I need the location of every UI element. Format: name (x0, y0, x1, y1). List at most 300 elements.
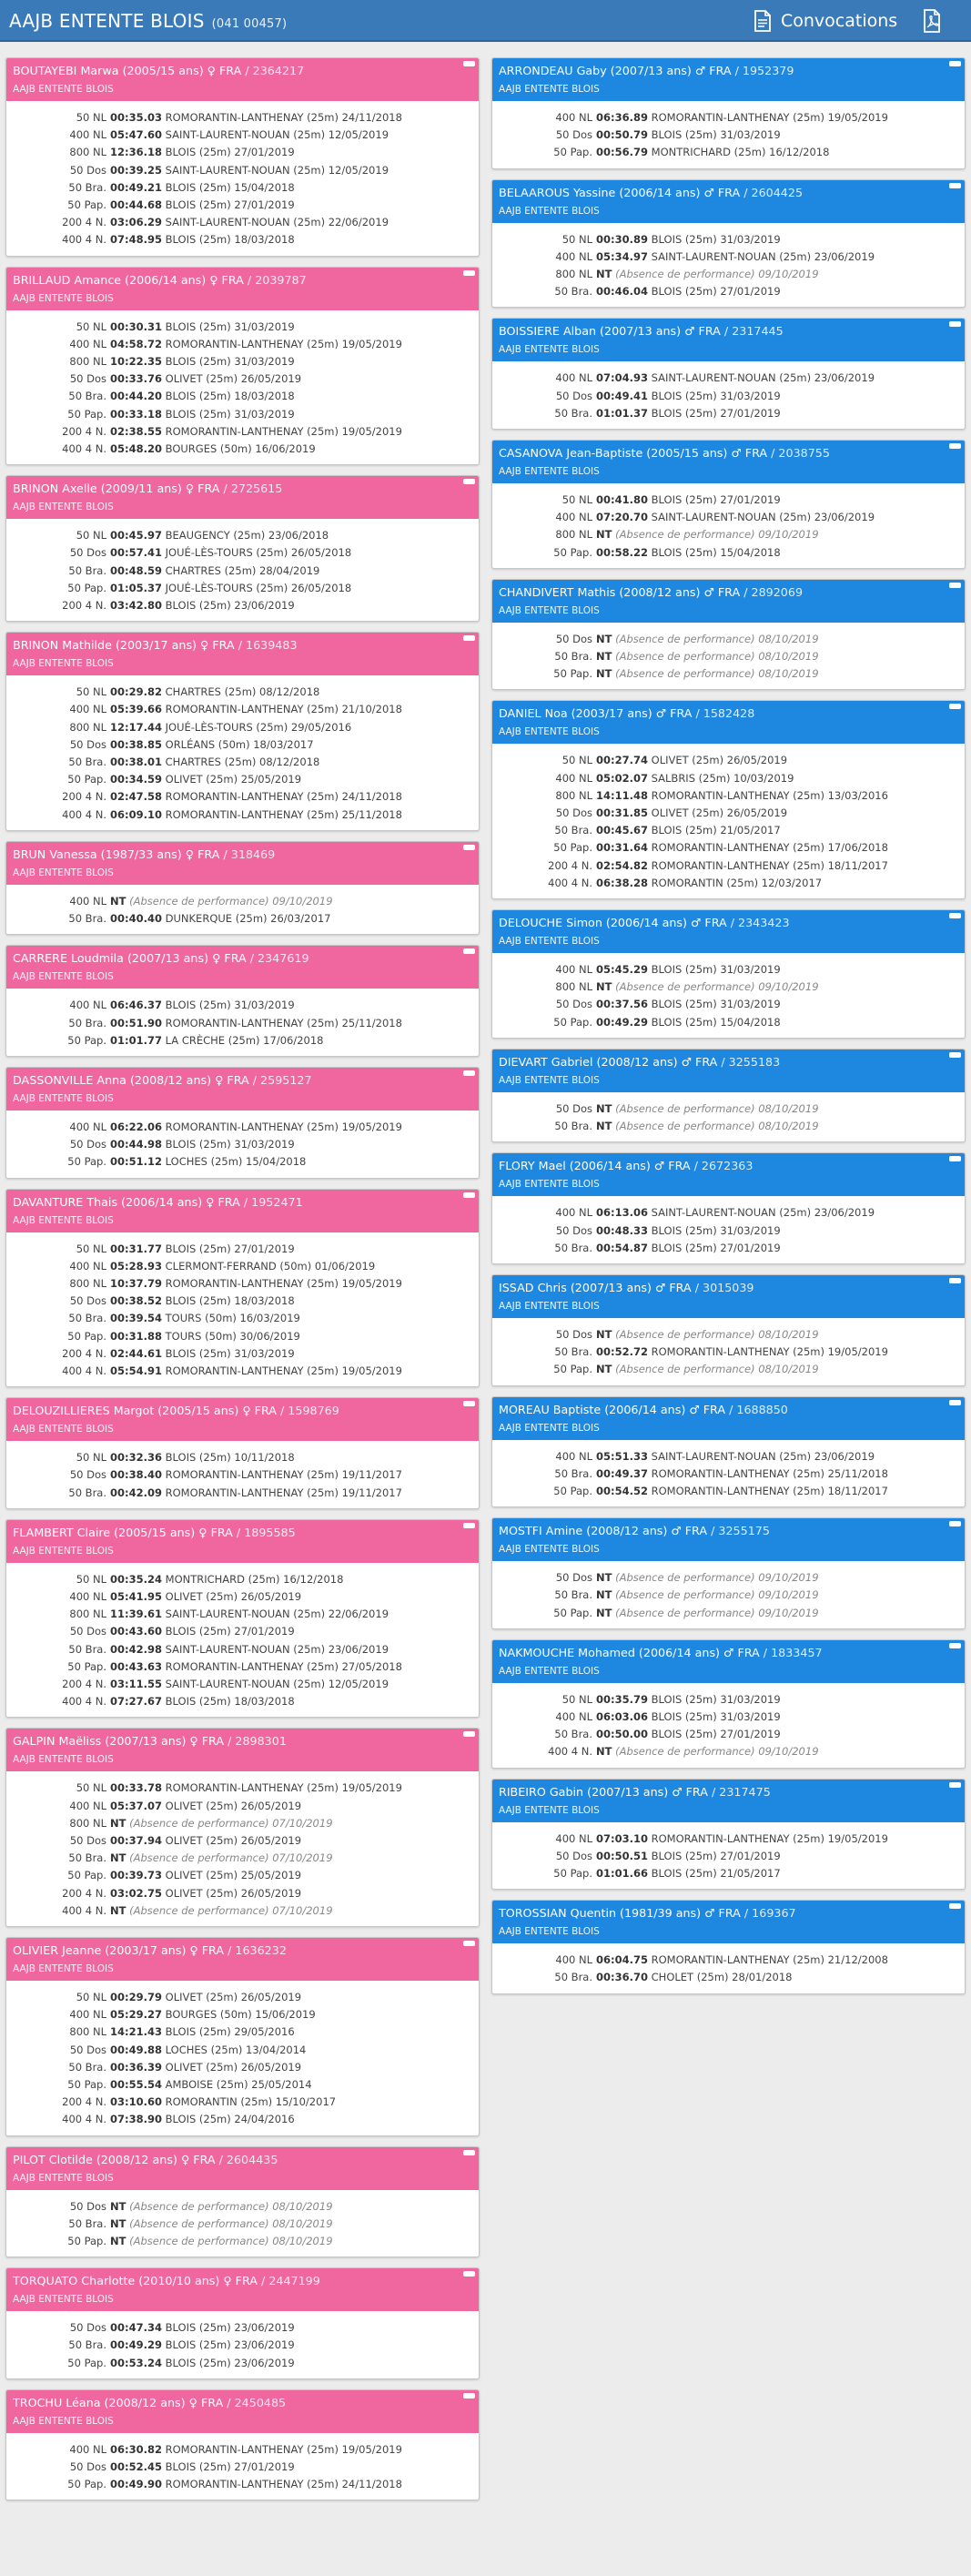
event-name: 200 4 N. (62, 790, 106, 804)
performance-venue-date: SAINT-LAURENT-NOUAN (25m) 12/05/2019 (165, 128, 389, 142)
performance-list (6, 989, 479, 1056)
collapse-toggle[interactable] (463, 2271, 475, 2277)
performance-venue-date: BLOIS (25m) 31/03/2019 (165, 1138, 295, 1151)
collapse-toggle[interactable] (949, 1156, 961, 1161)
swimmer-card-header[interactable] (6, 1729, 479, 1771)
license-number: / 2343423 (730, 916, 790, 930)
performance-list (6, 1563, 479, 1718)
performance-venue-date: BLOIS (25m) 31/03/2019 (651, 1709, 781, 1723)
swimmer-name-line (13, 847, 472, 862)
best-time: 02:47.58 (110, 790, 162, 804)
performance-venue-date: LOCHES (25m) 15/04/2018 (165, 1155, 307, 1169)
swimmer-card-header[interactable] (6, 1398, 479, 1441)
event-name: 50 Dos (69, 1468, 106, 1482)
performance-row (14, 1606, 471, 1623)
swimmer-card (5, 57, 480, 257)
event-name: 400 NL (69, 2008, 106, 2022)
swimmer-card (5, 1067, 480, 1179)
event-name: 400 4 N. (62, 442, 106, 456)
performance-venue-date: BLOIS (25m) 27/01/2019 (165, 198, 295, 212)
event-name: 50 Dos (555, 806, 592, 820)
event-name: 200 4 N. (62, 216, 106, 229)
best-time: 00:44.20 (110, 390, 162, 403)
best-time: 01:01.66 (596, 1866, 648, 1880)
best-time: 00:50.00 (596, 1728, 648, 1741)
best-time: 00:33.76 (110, 372, 162, 386)
event-name: 200 4 N. (62, 599, 106, 613)
swimmer-name-line (499, 916, 958, 930)
performance-row (14, 563, 471, 580)
convocations-button[interactable] (754, 9, 897, 33)
event-name: 50 Dos (555, 1327, 592, 1341)
swimmer-name: CHANDIVERT Mathis (2008/12 ans) ♂ FRA (499, 584, 741, 599)
performance-venue-date: BLOIS (25m) 31/03/2019 (651, 389, 781, 402)
swimmer-card (491, 57, 966, 169)
performance-row (500, 231, 957, 248)
best-time: NT (110, 2216, 126, 2230)
license-number: / 1952379 (734, 64, 794, 77)
event-name: 200 4 N. (62, 2095, 106, 2109)
swimmer-card-header[interactable] (6, 842, 479, 885)
convocations-label: Convocations (781, 11, 898, 31)
performance-row (500, 1014, 957, 1031)
performance-venue-date: BLOIS (25m) 15/04/2018 (651, 1015, 781, 1029)
collapse-toggle[interactable] (463, 2150, 475, 2155)
event-name: 50 Dos (69, 163, 106, 177)
performance-row (500, 1743, 957, 1760)
swimmer-card-header[interactable] (6, 268, 479, 310)
best-time: 00:29.79 (110, 1991, 162, 2003)
license-number: / 3255175 (711, 1524, 770, 1538)
best-time: 05:47.60 (110, 128, 162, 142)
swimmer-card (491, 440, 966, 569)
performance-row (500, 526, 957, 543)
swimmer-club: AAJB ENTENTE BLOIS (13, 84, 114, 95)
best-time: 00:49.37 (596, 1466, 648, 1480)
best-time: 05:02.07 (596, 771, 648, 785)
best-time: 00:31.77 (110, 1242, 162, 1255)
swimmer-club: AAJB ENTENTE BLOIS (499, 1179, 600, 1191)
performance-row (14, 2355, 471, 2372)
collapse-toggle[interactable] (949, 1643, 961, 1648)
event-name: 400 4 N. (62, 1903, 106, 1917)
performance-venue-date: OLIVET (25m) 26/05/2019 (165, 1589, 302, 1603)
performance-list (6, 310, 479, 465)
performance-row (500, 388, 957, 405)
event-name: 200 4 N. (62, 1886, 106, 1900)
swimmer-name: BRILLAUD Amance (2006/14 ans) ♀ FRA (13, 272, 244, 287)
collapse-toggle[interactable] (949, 1278, 961, 1283)
event-name: 400 4 N. (62, 1695, 106, 1709)
performance-row (14, 1850, 471, 1867)
collapse-toggle[interactable] (949, 1903, 961, 1909)
performance-row (14, 597, 471, 614)
performance-venue-date: BLOIS (25m) 23/06/2019 (165, 2338, 295, 2352)
license-number: / 1952471 (243, 1194, 303, 1209)
event-name: 400 4 N. (548, 876, 592, 889)
collapse-toggle[interactable] (949, 913, 961, 918)
collapse-toggle[interactable] (463, 61, 475, 66)
license-number: / 2892069 (743, 584, 804, 599)
event-name: 50 NL (561, 1692, 592, 1706)
event-name: 50 Bra. (68, 1486, 106, 1499)
swimmer-card-header[interactable] (6, 1190, 479, 1232)
performance-row (500, 1100, 957, 1118)
performance-venue-date: BLOIS (25m) 27/01/2019 (165, 146, 295, 159)
swimmer-name: BRINON Mathilde (2003/17 ans) ♀ FRA (13, 638, 235, 653)
best-time: 00:48.59 (110, 563, 162, 577)
performance-venue-date: OLIVET (25m) 25/05/2019 (165, 773, 302, 786)
license-number: / 2595127 (252, 1072, 312, 1087)
swimmer-name-line (499, 1906, 958, 1921)
performance-venue-date: OLIVET (25m) 26/05/2019 (165, 372, 302, 386)
collapse-toggle[interactable] (463, 948, 475, 954)
swimmer-card-header[interactable] (492, 58, 965, 101)
swimmer-name: DIEVART Gabriel (2008/12 ans) ♂ FRA (499, 1054, 718, 1069)
performance-row (500, 1222, 957, 1240)
performance-row (500, 1587, 957, 1604)
best-time: 10:22.35 (110, 355, 162, 369)
swimmer-card-header[interactable] (6, 476, 479, 519)
performance-row (14, 1676, 471, 1693)
performance-venue-date: ROMORANTIN-LANTHENAY (25m) 19/05/2019 (165, 1276, 402, 1290)
best-time: 00:44.68 (110, 198, 162, 212)
best-time: 00:49.88 (110, 2043, 162, 2056)
performance-row (500, 266, 957, 283)
collapse-toggle[interactable] (463, 845, 475, 850)
performance-venue-date: BLOIS (25m) 31/03/2019 (651, 232, 781, 246)
event-name: 800 NL (69, 355, 106, 369)
swimmer-card-header[interactable] (6, 58, 479, 101)
swimmer-club: AAJB ENTENTE BLOIS (13, 1092, 114, 1104)
swimmer-club: AAJB ENTENTE BLOIS (13, 1545, 114, 1557)
performance-row (500, 961, 957, 979)
event-name: 50 Bra. (554, 1345, 592, 1359)
event-name: 50 NL (76, 685, 106, 699)
collapse-toggle[interactable] (949, 443, 961, 449)
performance-row (14, 1328, 471, 1345)
swimmer-club: AAJB ENTENTE BLOIS (13, 2415, 114, 2427)
event-name: 800 NL (69, 1276, 106, 1290)
license-number: / 2364217 (245, 64, 305, 77)
best-time: 06:38.28 (596, 876, 648, 889)
swimmer-club: AAJB ENTENTE BLOIS (13, 1963, 114, 1974)
swimmer-name-line (499, 64, 958, 78)
no-performance-note: (Absence de performance) 09/10/2019 (615, 268, 819, 281)
best-time: NT (596, 1571, 612, 1585)
swimmer-name-line (499, 324, 958, 339)
event-name: 50 Bra. (68, 390, 106, 403)
performance-venue-date: ROMORANTIN (25m) 12/03/2017 (651, 876, 823, 889)
event-name: 800 NL (69, 1816, 106, 1830)
best-time: 05:45.29 (596, 963, 648, 977)
event-name: 400 NL (555, 1709, 592, 1723)
pdf-button[interactable] (923, 9, 941, 36)
performance-row (500, 370, 957, 387)
license-number: / 1598769 (280, 1404, 339, 1418)
performance-list (492, 744, 965, 898)
swimmer-card-header[interactable] (492, 319, 965, 361)
best-time: 03:06.29 (110, 216, 162, 229)
swimmer-card (5, 841, 480, 935)
performance-list (492, 1196, 965, 1263)
performance-row (500, 1118, 957, 1135)
license-number: / 2450485 (227, 2395, 287, 2409)
collapse-toggle[interactable] (463, 1401, 475, 1406)
performance-venue-date: ROMORANTIN (25m) 15/10/2017 (165, 2095, 337, 2109)
performance-venue-date: BLOIS (25m) 18/03/2018 (165, 1294, 295, 1308)
performance-row (14, 2111, 471, 2128)
performance-venue-date: BLOIS (25m) 31/03/2019 (165, 1346, 295, 1360)
best-time: NT (596, 1101, 612, 1115)
performance-venue-date: ROMORANTIN-LANTHENAY (25m) 25/11/2018 (165, 807, 402, 821)
swimmer-name: BOISSIERE Alban (2007/13 ans) ♂ FRA (499, 324, 721, 339)
performance-venue-date: BLOIS (25m) 24/04/2016 (165, 2113, 295, 2126)
performance-venue-date: ORLÉANS (50m) 18/03/2017 (165, 737, 314, 751)
best-time: NT (110, 1851, 126, 1865)
performance-row (14, 2233, 471, 2250)
event-name: 400 4 N. (62, 807, 106, 821)
best-time: 00:49.90 (110, 2478, 162, 2491)
event-name: 50 Bra. (554, 824, 592, 837)
performance-venue-date: BLOIS (25m) 31/03/2019 (651, 1692, 781, 1706)
best-time: NT (596, 1745, 612, 1759)
event-name: 50 Pap. (553, 1484, 592, 1497)
swimmer-club: AAJB ENTENTE BLOIS (13, 1424, 114, 1435)
best-time: 04:58.72 (110, 337, 162, 350)
event-name: 200 4 N. (62, 1346, 106, 1360)
collapse-toggle[interactable] (949, 1052, 961, 1058)
event-name: 200 4 N. (62, 1677, 106, 1690)
performance-row (500, 1969, 957, 1986)
performance-venue-date: ROMORANTIN-LANTHENAY (25m) 27/05/2018 (165, 1659, 402, 1673)
best-time: 00:37.94 (110, 1833, 162, 1847)
swimmer-card-header[interactable] (492, 1275, 965, 1318)
performance-venue-date: OLIVET (25m) 26/05/2019 (165, 1886, 302, 1900)
swimmer-card (491, 1900, 966, 1993)
event-name: 50 Dos (69, 2321, 106, 2335)
performance-venue-date: SAINT-LAURENT-NOUAN (25m) 22/06/2019 (165, 1607, 389, 1621)
swimmer-card-header[interactable] (6, 946, 479, 989)
event-name: 50 Pap. (553, 545, 592, 559)
collapse-toggle[interactable] (463, 1070, 475, 1076)
swimmer-card-header[interactable] (6, 2390, 479, 2433)
performance-row (500, 787, 957, 805)
performance-row (500, 1204, 957, 1222)
swimmer-name-line (13, 64, 472, 78)
swimmer-card-header[interactable] (6, 2147, 479, 2190)
swimmer-card (491, 1639, 966, 1769)
performance-row (500, 1848, 957, 1865)
best-time: 03:11.55 (110, 1677, 162, 1690)
performance-venue-date: SAINT-LAURENT-NOUAN (25m) 23/06/2019 (651, 1449, 875, 1463)
swimmer-card-header[interactable] (492, 1397, 965, 1440)
swimmer-card-header[interactable] (492, 441, 965, 483)
performance-row (500, 1483, 957, 1500)
swimmer-card-header[interactable] (492, 1518, 965, 1561)
performance-row (14, 231, 471, 248)
best-time: 00:31.64 (596, 841, 648, 855)
swimmer-name-line (13, 482, 472, 496)
license-number: / 2898301 (228, 1734, 287, 1749)
collapse-toggle[interactable] (949, 583, 961, 588)
collapse-toggle[interactable] (949, 1400, 961, 1405)
swimmer-card-header[interactable] (6, 633, 479, 675)
performance-row (14, 2094, 471, 2111)
swimmer-card-header[interactable] (492, 1901, 965, 1943)
performance-venue-date: ROMORANTIN-LANTHENAY (25m) 19/05/2019 (165, 1120, 402, 1133)
performance-row (500, 631, 957, 648)
swimmer-name-line (499, 1403, 958, 1417)
performance-row (14, 1153, 471, 1171)
swimmer-name-line (499, 1524, 958, 1538)
performance-venue-date: ROMORANTIN-LANTHENAY (25m) 19/05/2019 (651, 1345, 888, 1359)
performance-row (14, 1588, 471, 1606)
best-time: 07:20.70 (596, 511, 648, 524)
swimmer-name: ISSAD Chris (2007/13 ans) ♂ FRA (499, 1280, 692, 1294)
event-name: 50 Bra. (554, 1971, 592, 1984)
collapse-toggle[interactable] (463, 1941, 475, 1946)
collapse-toggle[interactable] (949, 1782, 961, 1788)
swimmer-name: TORQUATO Charlotte (2010/10 ans) ♀ FRA (13, 2274, 258, 2288)
best-time: 03:10.60 (110, 2095, 162, 2109)
best-time: 00:48.33 (596, 1223, 648, 1237)
swimmer-card-header[interactable] (492, 1780, 965, 1822)
event-name: 400 4 N. (548, 1745, 592, 1759)
event-name: 50 Bra. (68, 2338, 106, 2352)
swimmer-card-header[interactable] (492, 701, 965, 744)
event-name: 50 Pap. (67, 581, 106, 594)
performance-venue-date: ROMORANTIN-LANTHENAY (25m) 24/11/2018 (165, 790, 402, 804)
event-name: 50 Bra. (68, 912, 106, 926)
swimmer-card-header[interactable] (6, 1938, 479, 1981)
swimmer-card-header[interactable] (492, 580, 965, 623)
best-time: 00:50.51 (596, 1849, 648, 1862)
collapse-toggle[interactable] (463, 270, 475, 276)
best-time: 00:46.04 (596, 285, 648, 299)
best-time: 06:46.37 (110, 999, 162, 1012)
performance-venue-date: CHOLET (25m) 28/01/2018 (651, 1971, 793, 1984)
performance-list (6, 519, 479, 621)
performance-list (6, 2311, 479, 2378)
no-performance-note: (Absence de performance) 08/10/2019 (615, 1363, 819, 1376)
event-name: 50 Dos (69, 2460, 106, 2474)
performance-row (14, 1449, 471, 1466)
event-name: 400 4 N. (62, 1364, 106, 1377)
swimmer-name: FLAMBERT Claire (2005/15 ans) ♀ FRA (13, 1525, 233, 1539)
swimmer-name: TOROSSIAN Quentin (1981/39 ans) ♂ FRA (499, 1906, 741, 1921)
swimmer-card-header[interactable] (492, 910, 965, 953)
event-name: 50 Pap. (553, 1363, 592, 1376)
best-time: 05:41.95 (110, 1589, 162, 1603)
swimmer-name-line (13, 273, 472, 288)
performance-list (492, 623, 965, 690)
best-time: 00:42.98 (110, 1642, 162, 1656)
collapse-toggle[interactable] (463, 1523, 475, 1528)
license-number: / 318469 (223, 847, 276, 861)
performance-list (492, 101, 965, 168)
collapse-toggle[interactable] (463, 635, 475, 641)
performance-row (500, 1240, 957, 1257)
swimmer-name-line (499, 1055, 958, 1070)
performance-list (6, 2190, 479, 2257)
performance-row (500, 805, 957, 822)
swimmer-card (491, 1049, 966, 1142)
performance-row (14, 544, 471, 562)
best-time: 03:42.80 (110, 599, 162, 613)
pdf-icon (923, 9, 941, 33)
event-name: 400 NL (555, 963, 592, 977)
swimmer-name: TROCHU Léana (2008/12 ans) ♀ FRA (13, 2395, 224, 2409)
best-time: 00:38.01 (110, 756, 162, 769)
performance-row (500, 492, 957, 509)
no-performance-note: (Absence de performance) 09/10/2019 (615, 528, 819, 542)
collapse-toggle[interactable] (949, 704, 961, 709)
performance-row (500, 1865, 957, 1882)
event-name: 50 Bra. (554, 406, 592, 420)
swimmer-card-header[interactable] (492, 180, 965, 223)
collapse-toggle[interactable] (463, 1192, 475, 1198)
collapse-toggle[interactable] (463, 1731, 475, 1737)
performance-venue-date: ROMORANTIN-LANTHENAY (25m) 24/11/2018 (165, 111, 402, 124)
performance-row (14, 893, 471, 910)
performance-venue-date: MONTRICHARD (25m) 16/12/2018 (651, 146, 830, 159)
swimmer-card-header[interactable] (492, 1153, 965, 1196)
swimmer-card-header[interactable] (6, 1520, 479, 1563)
performance-venue-date: BLOIS (25m) 18/03/2018 (165, 233, 295, 247)
performance-row (14, 1466, 471, 1484)
event-name: 400 NL (69, 1589, 106, 1603)
collapse-toggle[interactable] (949, 321, 961, 327)
best-time: 00:30.31 (110, 319, 162, 333)
collapse-toggle[interactable] (463, 479, 475, 484)
swimmer-card-header[interactable] (492, 1640, 965, 1683)
swimmer-card-header[interactable] (492, 1050, 965, 1092)
best-time: 06:09.10 (110, 807, 162, 821)
collapse-toggle[interactable] (949, 1521, 961, 1526)
swimmer-name: CASANOVA Jean-Baptiste (2005/15 ans) ♂ FRA (499, 446, 768, 461)
best-time: 00:45.97 (110, 529, 162, 543)
event-name: 400 NL (69, 999, 106, 1012)
collapse-toggle[interactable] (463, 2393, 475, 2399)
collapse-toggle[interactable] (949, 183, 961, 188)
event-name: 50 Bra. (68, 2216, 106, 2230)
performance-venue-date: LA CRÈCHE (25m) 17/06/2018 (165, 1033, 324, 1047)
event-name: 50 Pap. (553, 1015, 592, 1029)
performance-venue-date: BLOIS (25m) 23/06/2019 (165, 599, 295, 613)
female-swimmers-column (5, 57, 480, 2510)
event-name: 50 NL (76, 1991, 106, 2003)
swimmer-card-header[interactable] (6, 1068, 479, 1111)
performance-row (14, 754, 471, 771)
performance-venue-date: ROMORANTIN-LANTHENAY (25m) 21/10/2018 (165, 703, 402, 716)
event-name: 50 Pap. (67, 1329, 106, 1343)
event-name: 800 NL (555, 980, 592, 994)
performance-list (492, 1440, 965, 1507)
best-time: NT (596, 667, 612, 681)
club-title (9, 10, 287, 32)
best-time: 10:37.79 (110, 1276, 162, 1290)
performance-row (500, 822, 957, 839)
license-number: / 2317475 (711, 1784, 771, 1799)
swimmer-card-header[interactable] (6, 2268, 479, 2311)
best-time: 00:51.90 (110, 1016, 162, 1029)
best-time: 14:21.43 (110, 2025, 162, 2039)
swimmer-name-line (13, 1526, 472, 1540)
performance-venue-date: BLOIS (25m) 31/03/2019 (651, 998, 781, 1011)
best-time: 00:38.85 (110, 737, 162, 751)
collapse-toggle[interactable] (949, 61, 961, 66)
